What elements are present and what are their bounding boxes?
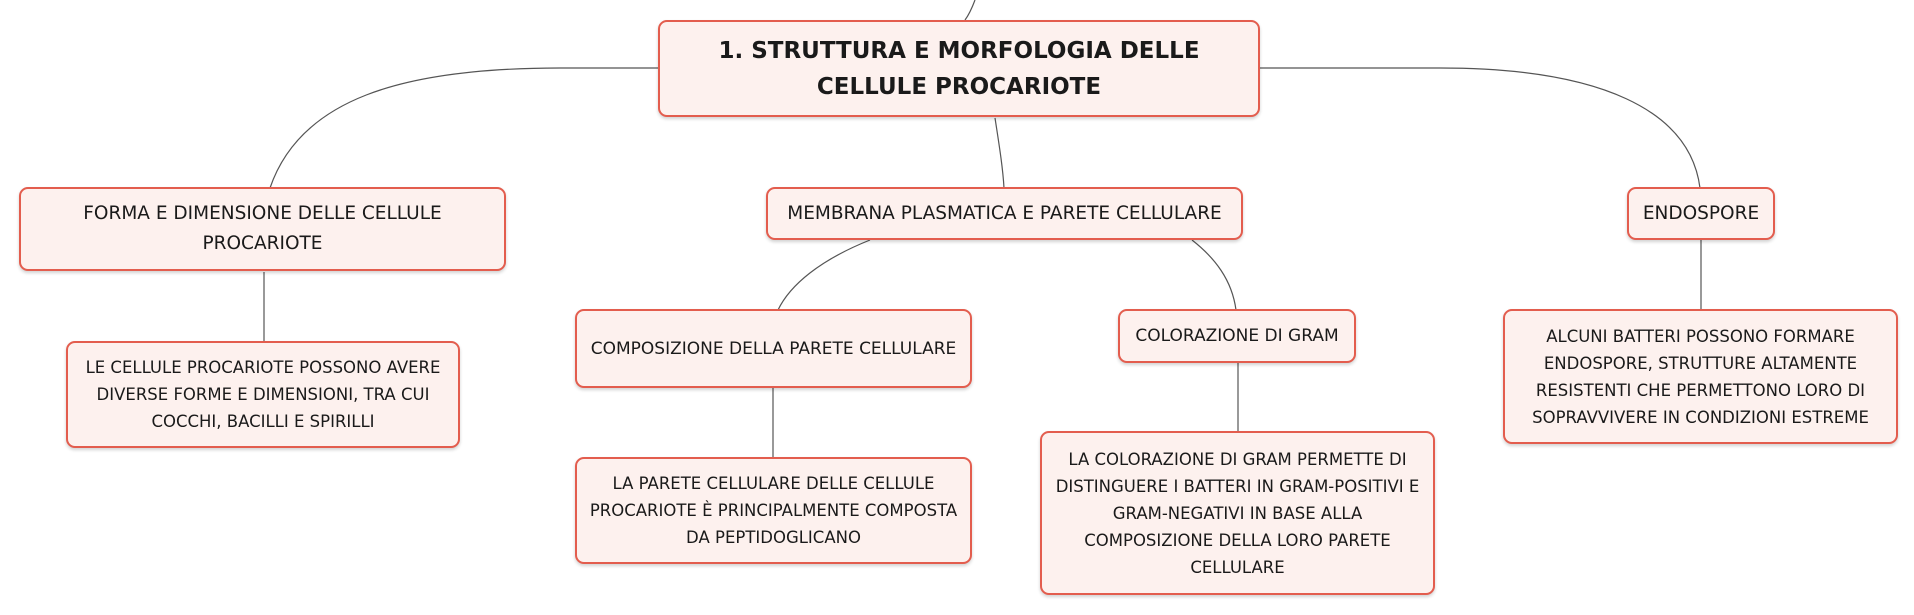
composizione-detail-node[interactable]: [575, 457, 972, 564]
gram-node-label: COLORAZIONE DI GRAM: [1135, 326, 1339, 346]
gram-node[interactable]: [1118, 309, 1356, 363]
forma-node[interactable]: [19, 187, 506, 271]
endospore-detail-node[interactable]: [1503, 309, 1898, 444]
membrana-node[interactable]: [766, 187, 1243, 240]
composizione-node-label: COMPOSIZIONE DELLA PARETE CELLULARE: [590, 338, 957, 359]
endospore-node-label: ENDOSPORE: [1642, 202, 1760, 224]
root-node-label: 1. STRUTTURA E MORFOLOGIA DELLE CELLULE PROCARIOTE: [718, 37, 1200, 100]
gram-detail-label: LA COLORAZIONE DI GRAM PERMETTE DI DISTINGUERE I BATTERI IN GRAM-POSITIVI E GRAM-NEGATIVI IN BASE ALLA COMPOSIZIONE DELLA LORO PARETE CELLULARE: [1055, 449, 1420, 577]
root-node[interactable]: [658, 20, 1260, 117]
composizione-node[interactable]: [575, 309, 972, 388]
connector-root-forma: [270, 68, 660, 188]
forma-node-label: FORMA E DIMENSIONE DELLE CELLULE PROCARIOTE: [83, 203, 442, 254]
connector-parent-root: [965, 0, 975, 20]
endospore-node[interactable]: [1627, 187, 1775, 240]
membrana-node-label: MEMBRANA PLASMATICA E PARETE CELLULARE: [787, 202, 1222, 224]
forma-detail-label: LE CELLULE PROCARIOTE POSSONO AVERE DIVERSE FORME E DIMENSIONI, TRA CUI COCCHI, BACILLI E SPIRILLI: [85, 358, 441, 431]
gram-detail-node[interactable]: [1040, 431, 1435, 595]
connector-root-endospore: [1260, 68, 1700, 188]
composizione-detail-label: LA PARETE CELLULARE DELLE CELLULE PROCARIOTE È PRINCIPALMENTE COMPOSTA DA PEPTIDOGLICANO: [589, 474, 958, 547]
connector-membrana-gram: [1192, 240, 1236, 310]
forma-detail-node[interactable]: [66, 341, 460, 448]
connector-membrana-composizione: [778, 240, 870, 310]
endospore-detail-label: ALCUNI BATTERI POSSONO FORMARE ENDOSPORE, STRUTTURE ALTAMENTE RESISTENTI CHE PERMETTONO LORO DI SOPRAVVIVERE IN CONDIZIONI ESTREME: [1532, 326, 1869, 427]
connector-root-membrana: [995, 118, 1004, 188]
